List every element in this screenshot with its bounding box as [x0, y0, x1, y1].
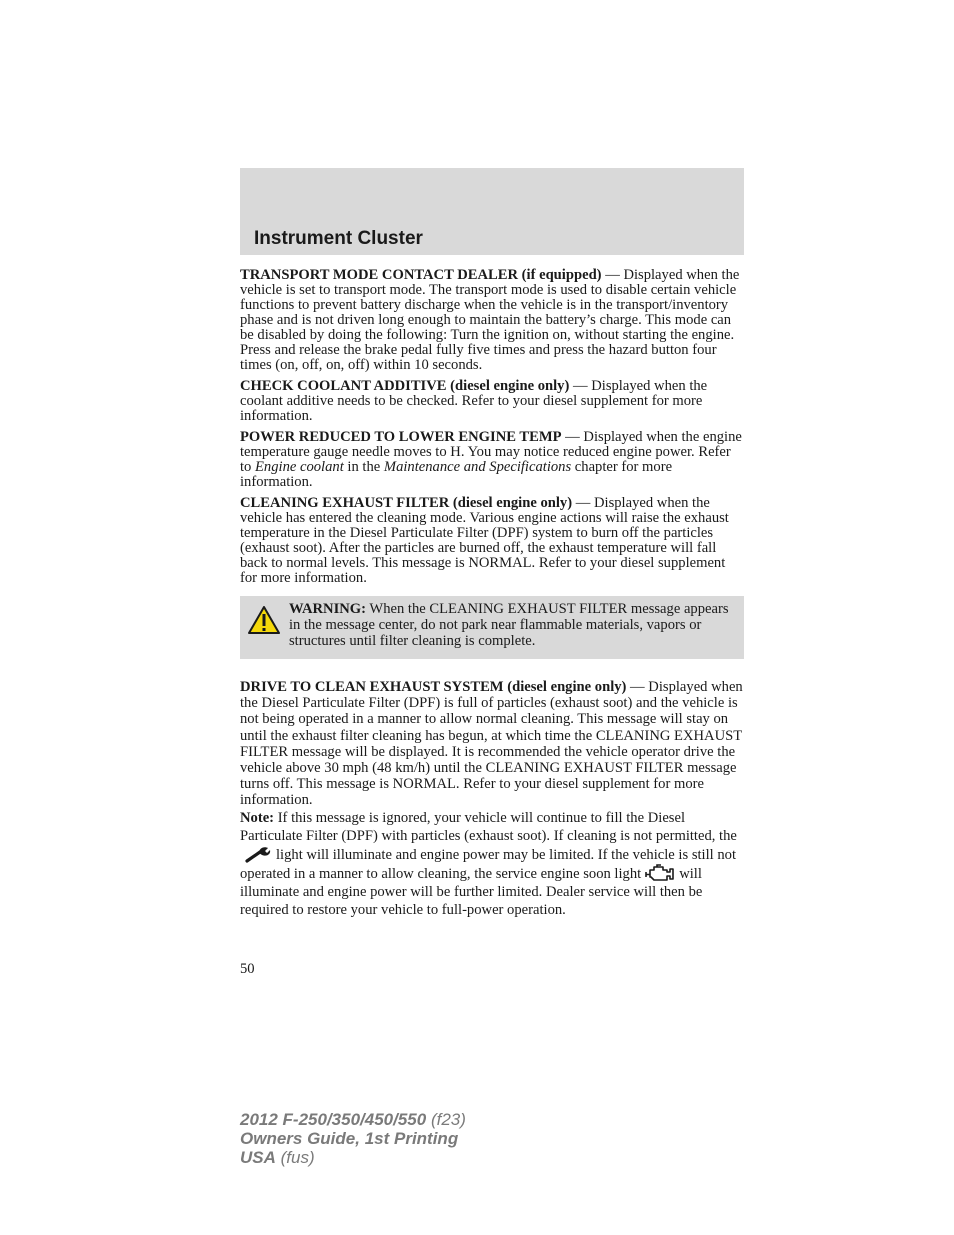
footer-market: USA	[240, 1148, 276, 1167]
drive-to-clean-body: — Displayed when the Diesel Particulate Filter (DPF) is full of particles (exhaust soot) and the vehicle is not being operated in a manner to allow normal cleaning. This message will stay on until the exhaust filter cleaning has begun, at which time the CLEANING EXHAUST FILTER message will be displayed. It is recommended the vehicle operator drive the vehicle above 30 mph (48 km/h) until the CLEANING EXHAUST FILTER message turns off. This message is NORMAL. Refer to your diesel supplement for more information.	[240, 679, 743, 809]
footer-market-line	[240, 1148, 466, 1167]
check-engine-icon	[645, 864, 675, 882]
page-content	[240, 268, 744, 919]
power-reduced-term: POWER REDUCED TO LOWER ENGINE TEMP	[240, 429, 562, 445]
coolant-additive-body: — Displayed when the coolant additive needs to be checked. Refer to your diesel supplement for more information.	[240, 378, 708, 424]
section-header-band	[240, 168, 744, 255]
footer-guide-line: Owners Guide, 1st Printing	[240, 1129, 459, 1148]
power-reduced-body: — Displayed when the engine temperature gauge needle moves to H. You may notice reduced engine power. Refer to	[240, 429, 742, 475]
drive-to-clean-paragraph	[240, 679, 744, 809]
footer-model-line	[240, 1110, 466, 1129]
footer-market-code: (fus)	[275, 1148, 315, 1167]
cleaning-filter-body: — Displayed when the vehicle has entered the cleaning mode. Various engine actions will raise the exhaust temperature in the Diesel Particulate Filter (DPF) system to burn off the particles (exhaust soot). After the particles are burned off, the exhaust temperature will fall back to normal levels. This message is NORMAL. Refer to your diesel supplement for more information.	[240, 495, 729, 586]
cleaning-filter-paragraph	[240, 496, 744, 586]
transport-mode-paragraph	[240, 268, 744, 373]
document-footer	[240, 1110, 466, 1167]
warning-body: When the CLEANING EXHAUST FILTER message appears in the message center, do not park near flammable materials, vapors or structures until filter cleaning is complete.	[289, 601, 729, 649]
note-body-1: If this message is ignored, your vehicle will continue to fill the Diesel Particulate Filter (DPF) with particles (exhaust soot). If cleaning is not permitted, the	[240, 809, 737, 844]
power-reduced-body-3: chapter for more information.	[240, 459, 673, 490]
coolant-additive-paragraph	[240, 379, 744, 424]
coolant-additive-term: CHECK COOLANT ADDITIVE (diesel engine only)	[240, 378, 570, 394]
footer-model-code: (f23)	[426, 1110, 466, 1129]
footer-model: 2012 F-250/350/450/550	[240, 1110, 427, 1129]
transport-mode-term: TRANSPORT MODE CONTACT DEALER (if equipped)	[240, 267, 602, 283]
note-body-3: will illuminate and engine power will be further limited. Dealer service will then be required to restore your vehicle to full-power operation.	[240, 865, 703, 918]
warning-label: WARNING:	[289, 601, 367, 617]
warning-box	[240, 596, 744, 659]
wrench-icon	[244, 845, 272, 863]
maintenance-chapter-reference: Maintenance and Specifications	[383, 459, 572, 475]
warning-triangle-icon	[247, 605, 281, 635]
page-number: 50	[240, 961, 255, 977]
note-paragraph	[240, 809, 744, 919]
engine-coolant-reference: Engine coolant	[255, 459, 344, 475]
drive-to-clean-term: DRIVE TO CLEAN EXHAUST SYSTEM (diesel engine only)	[240, 679, 627, 695]
transport-mode-body: — Displayed when the vehicle is set to transport mode. The transport mode is used to disable certain vehicle functions to prevent battery discharge when the vehicle is in the transport/inventory phase and is not driven long enough to maintain the battery’s charge. This mode can be disabled by doing the following: Turn the ignition on, without starting the engine. Press and release the brake pedal fully five times and press the hazard button four times (on, off, on, off) within 10 seconds.	[240, 267, 740, 373]
power-reduced-body-2: in the	[343, 459, 384, 475]
power-reduced-paragraph	[240, 430, 744, 490]
note-body-2: light will illuminate and engine power may be limited. If the vehicle is still not operated in a manner to allow cleaning, the service engine soon light	[240, 846, 737, 882]
section-title: Instrument Cluster	[254, 228, 423, 249]
cleaning-filter-term: CLEANING EXHAUST FILTER (diesel engine only)	[240, 495, 573, 511]
warning-text	[247, 601, 736, 649]
note-label: Note:	[240, 809, 275, 826]
